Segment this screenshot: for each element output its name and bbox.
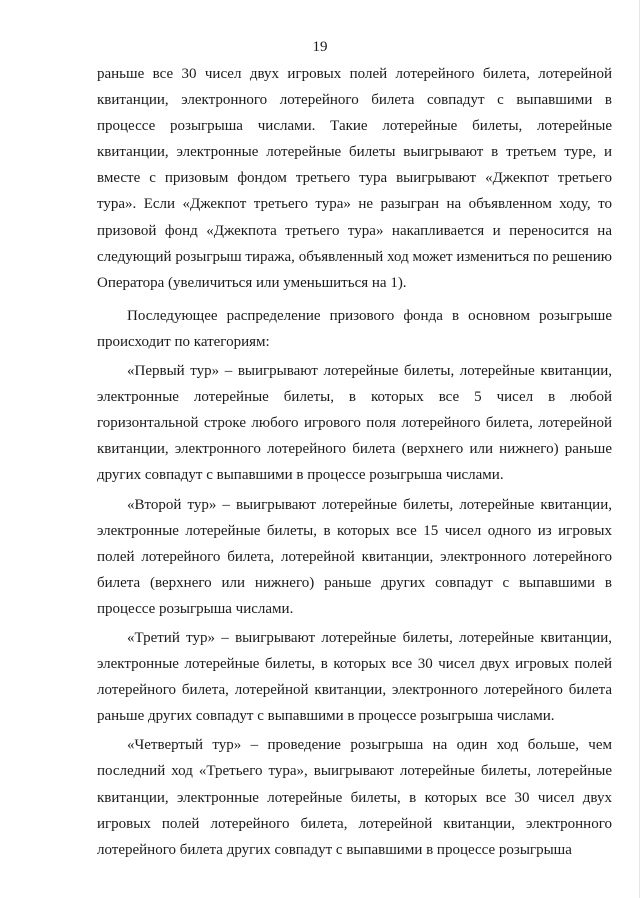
paragraph-fourth-round: «Четвертый тур» – проведение розыгрыша на один ход больше, чем последний ход «Третьего тура», выигрывают лотерейные билеты, лотерейные квитанции, электронные лотерейные билеты, в которых все 30 чисел двух игровых полей лотерейного билета, лотерейной квитанции, электронного лотерейного билета других совпадут с выпавшими в процессе розыгрыша: [97, 737, 612, 858]
page-number: 19: [312, 39, 328, 55]
paragraph-prize-distribution: Последующее распределение призового фонда в основном розыгрыше происходит по категориям:: [97, 307, 612, 350]
paragraph-continuation-jackpot: раньше все 30 чисел двух игровых полей лотерейного билета, лотерейной квитанции, электронного лотерейного билета совпадут с выпавшими в процессе розыгрыша числами. Такие лотерейные билеты, лотерейные квитанции, электронные лотерейные билеты выигрывают в третьем туре, и вместе с призовым фондом третьего тура выигрывают «Джекпот третьего тура». Если «Джекпот третьего тура» не разыгран на объявленном ходу, то призовой фонд «Джекпота третьего тура» накапливается и переносится на следующий розыгрыш тиража, объявленный ход может измениться по решению Оператора (увеличиться или уменьшиться на 1).: [97, 66, 612, 291]
paragraph-first-round: «Первый тур» – выигрывают лотерейные билеты, лотерейные квитанции, электронные лотерейные билеты, в которых все 5 чисел в любой горизонтальной строке любого игрового поля лотерейного билета, лотерейной квитанции, электронного лотерейного билета (верхнего или нижнего) раньше других совпадут с выпавшими в процессе розыгрыша числами.: [97, 363, 612, 484]
paragraph-second-round: «Второй тур» – выигрывают лотерейные билеты, лотерейные квитанции, электронные лотерейные билеты, в которых все 15 чисел одного из игровых полей лотерейного билета, лотерейной квитанции, электронного лотерейного билета (верхнего или нижнего) раньше других совпадут с выпавшими в процессе розыгрыша числами.: [97, 496, 612, 617]
document-body: [97, 61, 612, 863]
paragraph-third-round: «Третий тур» – выигрывают лотерейные билеты, лотерейные квитанции, электронные лотерейные билеты, в которых все 30 чисел двух игровых полей лотерейного билета, лотерейной квитанции, электронного лотерейного билета раньше других совпадут с выпавшими в процессе розыгрыша числами.: [97, 629, 612, 725]
